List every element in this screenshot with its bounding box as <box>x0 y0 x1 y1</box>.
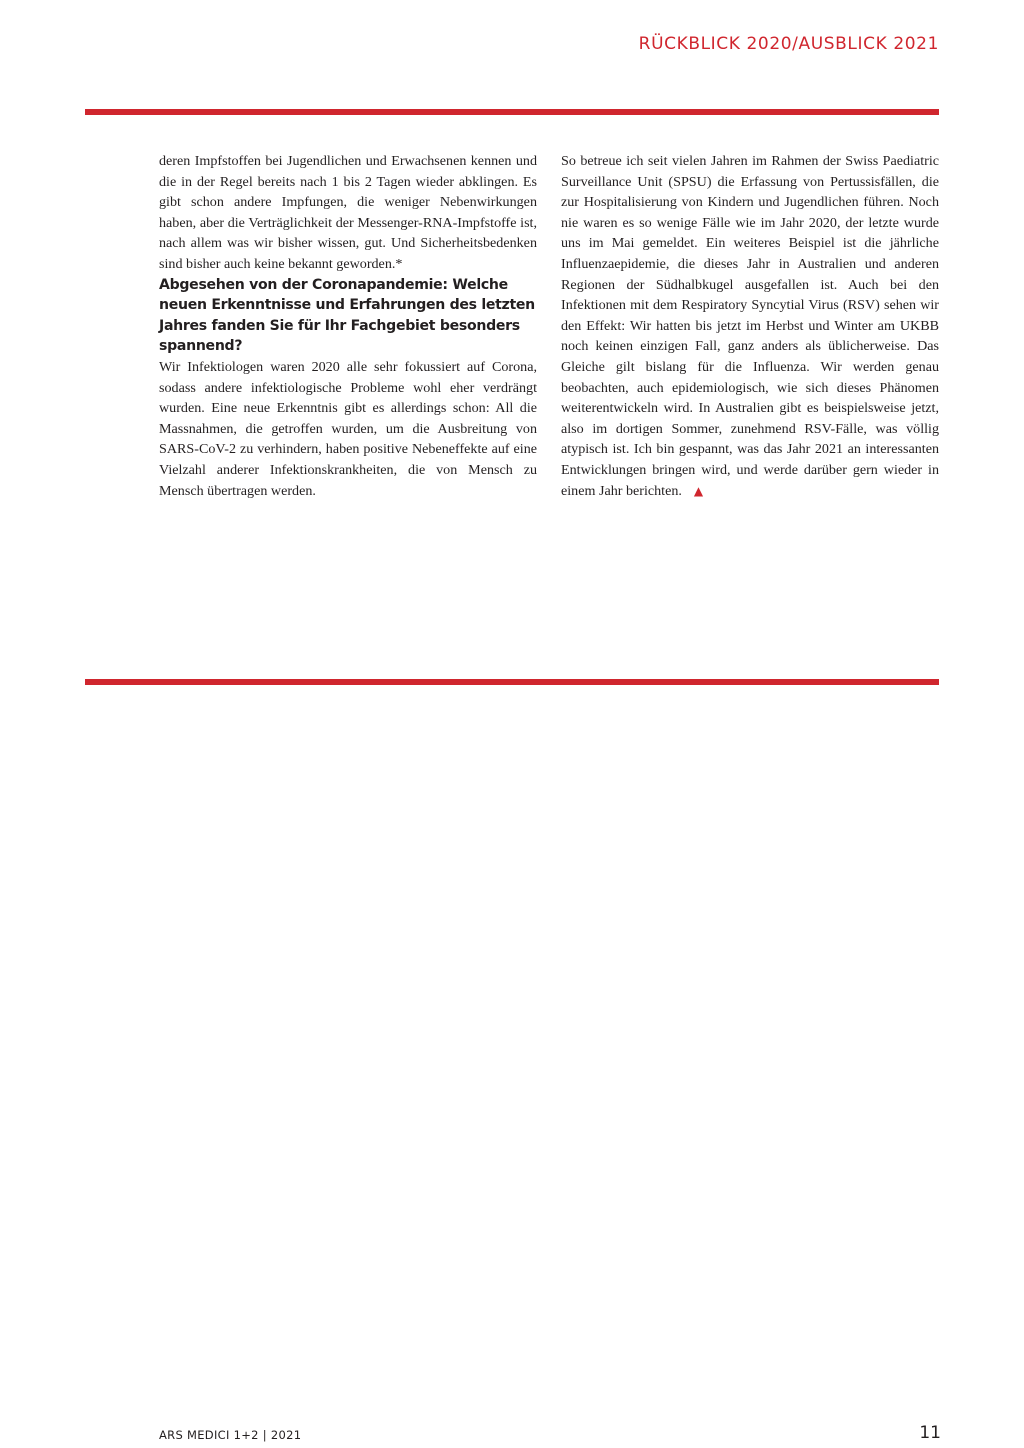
right-column <box>561 151 939 501</box>
interview-question: Abgesehen von der Coronapandemie: Welche neuen Erkenntnisse und Erfahrungen des letzten Jahres fanden Sie für Ihr Fachgebiet besonders spannend? <box>159 276 535 355</box>
left-paragraph-2: Wir Infektiologen waren 2020 alle sehr fokussiert auf Corona, sodass andere infektiologische Probleme wohl eher verdrängt wurden. Eine neue Erkenntnis gibt es allerdings schon: All die Massnahmen, die getroffen wurden, um die Ausbreitung von SARS-CoV-2 zu verhindern, haben positive Nebeneffekte auf eine Vielzahl anderer Infektionskrankheiten, die von Mensch zu Mensch übertragen werden. <box>159 358 537 499</box>
top-divider <box>85 109 939 115</box>
right-paragraph-1 <box>561 151 939 501</box>
left-column <box>159 151 537 501</box>
left-paragraph-1: deren Impfstoffen bei Jugendlichen und Erwachsenen kennen und die in der Regel bereits nach 1 bis 2 Tagen wieder abklingen. Es gibt schon andere Impfungen, die weniger Nebenwirkungen haben, aber die Verträglichkeit der Messenger-RNA-Impfstoffe ist, nach allem was wir bisher wissen, gut. Und Sicherheitsbedenken sind bisher auch keine bekannt geworden.* <box>159 153 537 272</box>
section-title: RÜCKBLICK 2020/AUSBLICK 2021 <box>638 34 939 54</box>
page-number: 11 <box>919 1423 941 1443</box>
right-paragraph-text: So betreue ich seit vielen Jahren im Rahmen der Swiss Paediatric Surveillance Unit (SPSU) die Erfassung von Pertussisfällen, die zur Hospitalisierung von Kindern und Jugendlichen führen. Noch nie waren es so wenige Fälle wie im Jahr 2020, der letzte wurde uns im Mai gemeldet. Ein weiteres Beispiel ist die jährliche Influenzaepidemie, die dieses Jahr in Australien und anderen Regionen der Südhalbkugel ausgefallen ist. Auch bei den Infektionen mit dem Respiratory Syncytial Virus (RSV) sehen wir den Effekt: Wir hatten bis jetzt im Herbst und Winter am UKBB noch keinen einzigen Fall, ganz anders als üblicherweise. Das Gleiche gilt bislang für die Influenza. Wir werden genau beobachten, auch epidemiologisch, wie sich dieses Phänomen weiterentwickeln wird. In Australien gibt es beispielsweise jetzt, also im dortigen Sommer, zunehmend RSV-Fälle, was völlig atypisch ist. Ich bin gespannt, was das Jahr 2021 an interessanten Entwicklungen bringen wird, und werde darüber gern wieder in einem Jahr berichten. <box>561 153 939 499</box>
end-of-article-icon: ▲ <box>693 483 704 498</box>
journal-issue: ARS MEDICI 1+2 | 2021 <box>159 1428 302 1442</box>
bottom-divider <box>85 679 939 685</box>
